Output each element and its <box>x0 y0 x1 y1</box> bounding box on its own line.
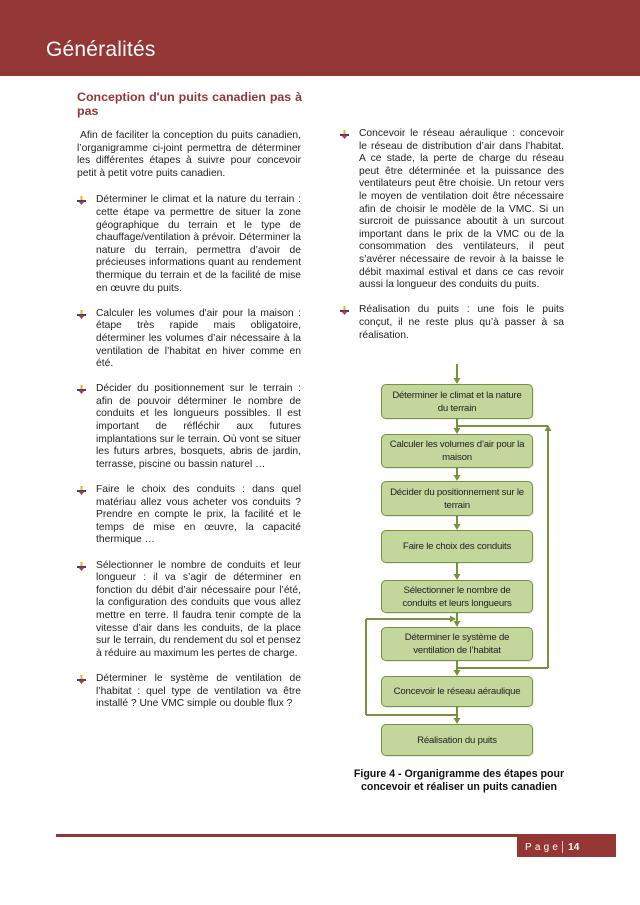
flow-step-label: Réalisation du puits <box>417 734 497 746</box>
flow-step-box <box>381 627 533 661</box>
left-bullet-list <box>77 194 301 710</box>
flow-step-label: Déterminer le système de ventilation de l’habitat <box>404 632 510 656</box>
page-label: Page <box>525 841 562 853</box>
bullet-arrow-icon <box>77 310 86 319</box>
left-column <box>77 130 301 723</box>
page-separator <box>562 841 563 853</box>
bullet-text: Déterminer le système de ventilation de l’habitat : quel type de ventilation va être installé ? Une VMC simple ou double flux ? <box>96 672 301 710</box>
bullet-text: Faire le choix des conduits : dans quel matériau allez vous acheter vos conduits ? Prendre en compte le prix, la facilité et le temps de mise en œuvre, la capacité thermique … <box>96 484 301 546</box>
flow-step-label: Décider du positionnement sur le terrain <box>390 486 524 511</box>
flow-step-box <box>381 481 533 516</box>
bullet-arrow-icon <box>77 196 86 205</box>
flowchart <box>355 360 570 760</box>
section-title: Conception d'un puits canadien pas à pas <box>77 90 302 118</box>
flow-step-box <box>381 434 533 468</box>
page-number: 14 <box>568 841 580 853</box>
bullet-item <box>77 560 301 661</box>
flow-step-box <box>381 580 533 613</box>
flow-step-box <box>381 676 533 707</box>
flow-step-label: Faire le choix des conduits <box>402 541 512 552</box>
bullet-item <box>77 383 301 471</box>
bullet-arrow-icon <box>77 486 86 495</box>
bullet-arrow-icon <box>340 306 349 315</box>
right-column <box>340 128 564 355</box>
flow-step-label: Déterminer le climat et la nature du terrain <box>392 389 522 414</box>
flow-step-box <box>381 724 533 756</box>
bullet-arrow-icon <box>77 675 86 684</box>
bullet-arrow-icon <box>77 385 86 394</box>
bullet-item <box>77 673 301 711</box>
flow-step-label: Calculer les volumes d’air pour la maison <box>389 439 525 463</box>
header-title: Généralités <box>46 38 156 61</box>
bullet-item <box>77 484 301 547</box>
bullet-arrow-icon <box>77 562 86 571</box>
flow-step-box <box>381 530 533 563</box>
flow-step-label: Sélectionner le nombre de conduits et leurs longueurs <box>402 584 512 609</box>
bullet-text: Réalisation du puits : une fois le puits conçut, il ne reste plus qu’à passer à sa réalisation. <box>359 304 564 341</box>
bullet-item <box>340 304 564 342</box>
bullet-text: Concevoir le réseau aéraulique : concevoir le réseau de distribution d’air dans l’habitat. A ce stade, la perte de charge du réseau peut être déterminée et la puissance des ventilateurs peut être choisie. Un retour vers le moyen de ventilation doit être nécessaire afin de choisir le modèle de la VMC. Si un surcroit de puissance aboutit à un surcout important dans le prix de la VMC ou de la consommation des ventilateurs, il peut s’avérer nécessaire de revoir à la baisse le débit maximal estival et dans ce cas revoir aussi la longueur des conduits du puits. <box>359 128 564 291</box>
intro-paragraph: Afin de faciliter la conception du puits canadien, l’organigramme ci-joint permettra de déterminer les différentes étapes à suivre pour concevoir petit à petit votre puits canadien. <box>77 130 301 179</box>
page-header <box>0 0 640 76</box>
bullet-text: Sélectionner le nombre de conduits et leur longueur : il va s’agir de déterminer en fonction du débit d’air nécessaire pour l’été, la configuration des conduits que vous allez mettre en terre. Il faudra tenir compte de la vitesse d’air dans les conduits, de la place sur le terrain, du rendement du sol et pensez à réduire au maximum les pertes de charge. <box>96 559 301 659</box>
bullet-text: Déterminer le climat et la nature du terrain : cette étape va permettre de situer la zone géographique du terrain et le type de chauffage/ventilation à prévoir. Déterminer la nature du terrain, permettra d’avoir de précieuses informations quant au rendement thermique du terrain et de la facilité de mise en œuvre du puits. <box>96 194 301 294</box>
bullet-item <box>77 194 301 295</box>
right-bullet-list <box>340 128 564 342</box>
flow-step-box <box>381 384 533 419</box>
bullet-text: Décider du positionnement sur le terrain : afin de pouvoir déterminer le nombre de conduits et les longueurs possibles. Il est important de réfléchir aux futures implantations sur le terrain. Où vont se situer les futurs arbres, bosquets, abris de jardin, terrasse, piscine ou bassin naturel … <box>96 383 301 470</box>
page-number-badge <box>517 837 616 857</box>
figure-caption: Figure 4 - Organigramme des étapes pour concevoir et réaliser un puits canadien <box>353 768 565 793</box>
flow-step-label: Concevoir le réseau aéraulique <box>393 686 521 697</box>
bullet-text: Calculer les volumes d'air pour la maison : étape très rapide mais obligatoire, déterminer les volumes d’air nécessaire à la ventilation de l’habitat en hiver comme en été. <box>96 307 301 370</box>
bullet-item <box>340 128 564 292</box>
bullet-arrow-icon <box>340 130 349 139</box>
bullet-item <box>77 308 301 371</box>
